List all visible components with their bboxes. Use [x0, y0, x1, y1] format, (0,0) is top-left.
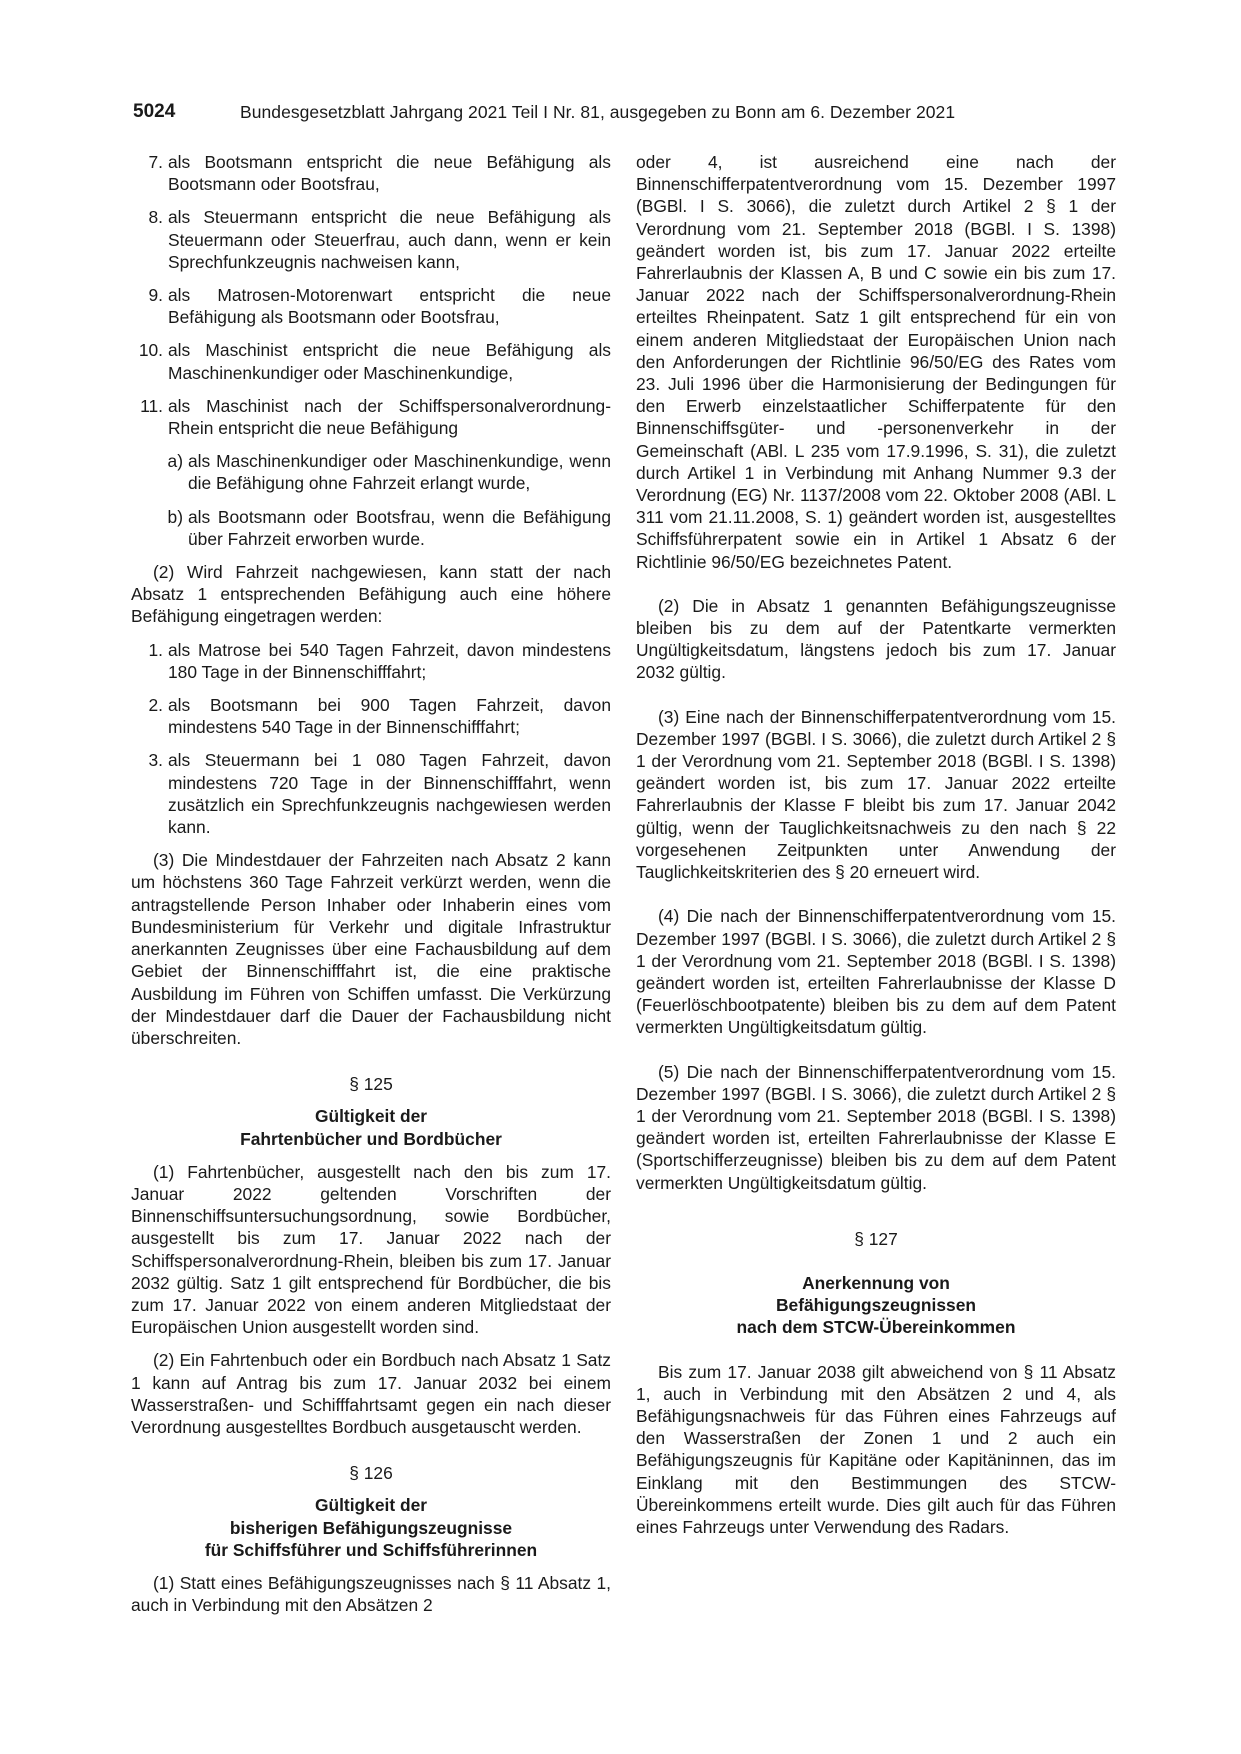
section-title-line: Befähigungszeugnissen [775, 1295, 977, 1316]
section-title-line: nach dem STCW-Übereinkommen [736, 1317, 1016, 1338]
list-item-text: als Matrose bei 540 Tagen Fahrzeit, davon mindestens 180 Tage in der Binnenschifffahrt; [168, 639, 611, 682]
page-header [133, 101, 1013, 129]
list-item-number: 3. [148, 750, 163, 771]
list-item [131, 395, 611, 439]
list-item-number: 7. [148, 152, 163, 172]
list-item-text: als Steuermann entspricht die neue Befähigung als Steuermann oder Steuerfrau, auch dann, wenn er kein Sprechfunkzeugnis nachweisen kann, [168, 207, 611, 272]
page-number: 5024 [133, 101, 176, 122]
paragraph: (1) Statt eines Befähigungszeugnisses nach § 11 Absatz 1, auch in Verbindung mit den Absätzen 2 [131, 1572, 611, 1616]
sublist-item [166, 450, 611, 494]
sublist-item-text: als Maschinenkundiger oder Maschinenkundige, wenn die Befähigung ohne Fahrzeit erlangt wurde, [188, 451, 611, 494]
paragraph: (3) Die Mindestdauer der Fahrzeiten nach Absatz 2 kann um höchstens 360 Tage Fahrzeit verkürzt werden, wenn die antragstellende Person Inhaber oder Inhaberin eines vom Bundesministerium für Verkehr und digitale Infrastruktur anerkannten Zeugnisses über eine Fachausbildung auf dem Gebiet der Binnenschifffahrt ist, die eine praktische Ausbildung im Führen von Schiffen umfasst. Die Verkürzung der Mindestdauer darf die Dauer der Fachausbildung nicht überschreiten. [131, 850, 611, 1048]
list-item [131, 749, 611, 838]
list-item [131, 339, 611, 383]
list-item [131, 151, 611, 195]
sublist-item-letter: b) [167, 506, 183, 527]
paragraph: Bis zum 17. Januar 2038 gilt abweichend von § 11 Absatz 1, auch in Verbindung mit den Absätzen 2 und 4, als Befähigungsnachweis für das Führen eines Fahrzeugs auf den Wasserstraßen der Zonen 1 und 2 auch ein Befähigungszeugnis für Kapitäne oder Kapitäninnen, das im Einklang mit den Bestimmungen des STCW-Übereinkommens erteilt wurde. Dies gilt auch für das Führen eines Fahrzeugs unter Verwendung des Radars. [636, 1361, 1116, 1537]
list-item-text: als Maschinist nach der Schiffspersonalverordnung-Rhein entspricht die neue Befähigung [168, 395, 611, 439]
section-number: § 125 [349, 1074, 393, 1095]
paragraph: (2) Wird Fahrzeit nachgewiesen, kann statt der nach Absatz 1 entsprechenden Befähigung auch eine höhere Befähigung eingetragen werden: [131, 562, 611, 627]
section-title [131, 1494, 611, 1561]
section-number: § 127 [854, 1228, 898, 1249]
list-item-number: 9. [148, 285, 163, 306]
section-title-line: Gültigkeit der [314, 1495, 428, 1516]
sublist-item [166, 506, 611, 550]
list-item [131, 206, 611, 273]
list-item-text: als Steuermann bei 1 080 Tagen Fahrzeit, davon mindestens 720 Tage in der Binnenschifffahrt, wenn zusätzlich ein Sprechfunkzeugnis nachgewiesen werden kann. [168, 750, 611, 838]
section-title-line: bisherigen Befähigungszeugnisse [229, 1517, 513, 1538]
list-item-text: als Matrosen-Motorenwart entspricht die neue Befähigung als Bootsmann oder Bootsfrau, [168, 285, 611, 328]
left-column [131, 151, 611, 1627]
list-item-text: als Bootsmann bei 900 Tagen Fahrzeit, davon mindestens 540 Tage in der Binnenschifffahrt; [168, 695, 611, 738]
list-item [131, 639, 611, 683]
list-item-number: 10. [138, 340, 163, 361]
paragraph: (1) Fahrtenbücher, ausgestellt nach den bis zum 17. Januar 2022 geltenden Vorschriften der Binnenschiffsuntersuchungsordnung, sowie Bordbücher, ausgestellt bis zum 17. Januar 2022 nach der Schiffspersonalverordnung-Rhein, bleiben bis zum 17. Januar 2032 gültig. Satz 1 gilt entsprechend für Bordbücher, die bis zum 17. Januar 2022 von einem anderen Mitgliedstaat der Europäischen Union ausgestellt worden sind. [131, 1161, 611, 1338]
sublist-item-letter: a) [167, 451, 183, 472]
list-item-text: als Bootsmann entspricht die neue Befähigung als Bootsmann oder Bootsfrau, [168, 152, 611, 195]
section-number: § 126 [349, 1463, 393, 1484]
list-item-text: als Maschinist entspricht die neue Befähigung als Maschinenkundiger oder Maschinenkundige, [168, 340, 611, 383]
list-item-number: 11. [140, 395, 163, 416]
paragraph: (2) Ein Fahrtenbuch oder ein Bordbuch nach Absatz 1 Satz 1 kann auf Antrag bis zum 17. Januar 2032 bei einem Wasserstraßen- und Schifffahrtsamt gegen ein nach dieser Verordnung ausgestelltes Bordbuch ausgetauscht werden. [131, 1350, 611, 1437]
sublist-item-text: als Bootsmann oder Bootsfrau, wenn die Befähigung über Fahrzeit erworben wurde. [188, 506, 611, 549]
paragraph: (3) Eine nach der Binnenschifferpatentverordnung vom 15. Dezember 1997 (BGBl. I S. 3066), die zuletzt durch Artikel 2 § 1 der Verordnung vom 21. September 2018 (BGBl. I S. 1398) geändert worden ist, bis zum 17. Januar 2022 erteilte Fahrerlaubnis der Klasse F bleibt bis zum 17. Januar 2042 gültig, wenn der Tauglichkeitsnachweis zu den nach § 22 vorgesehenen Zeitpunkten unter Anwendung der Tauglichkeitskriterien des § 20 erneuert wird. [636, 706, 1116, 883]
right-column [636, 151, 1116, 1560]
section-title [636, 1272, 1116, 1339]
section-title-line: Fahrtenbücher und Bordbücher [240, 1128, 502, 1149]
paragraph: (5) Die nach der Binnenschifferpatentverordnung vom 15. Dezember 1997 (BGBl. I S. 3066), die zuletzt durch Artikel 2 § 1 der Verordnung vom 21. September 2018 (BGBl. I S. 1398) geändert worden ist, erteilten Fahrerlaubnisse der Klasse E (Sportschifferzeugnisse) bleiben bis zu dem auf dem Patent vermerkten Ungültigkeitsdatum gültig. [636, 1061, 1116, 1193]
section-title-line: Gültigkeit der [314, 1106, 428, 1127]
list-item-number: 1. [148, 639, 163, 660]
list-item [131, 284, 611, 328]
section-title-line: für Schiffsführer und Schiffsführerinnen [204, 1539, 538, 1560]
paragraph: (2) Die in Absatz 1 genannten Befähigungszeugnisse bleiben bis zu dem auf der Patentkarte vermerkten Ungültigkeitsdatum, längstens jedoch bis zum 17. Januar 2032 gültig. [636, 595, 1116, 683]
paragraph: (4) Die nach der Binnenschifferpatentverordnung vom 15. Dezember 1997 (BGBl. I S. 3066), die zuletzt durch Artikel 2 § 1 der Verordnung vom 21. September 2018 (BGBl. I S. 1398) geändert worden ist, erteilten Fahrerlaubnisse der Klasse D (Feuerlöschbootpatente) bleiben bis zu dem auf dem Patent vermerkten Ungültigkeitsdatum gültig. [636, 906, 1116, 1038]
list-item-number: 8. [148, 207, 163, 228]
list-item [131, 694, 611, 738]
paragraph: oder 4, ist ausreichend eine nach der Binnenschifferpatentverordnung vom 15. Dezember 1997 (BGBl. I S. 3066), die zuletzt durch Artikel 2 § 1 der Verordnung vom 21. September 2018 (BGBl. I S. 1398) geändert worden ist, bis zum 17. Januar 2022 erteilte Fahrerlaubnis der Klassen A, B und C sowie ein bis zum 17. Januar 2022 nach der Schiffspersonalverordnung-Rhein erteiltes Rheinpatent. Satz 1 gilt entsprechend für ein von einem anderen Mitgliedstaat der Europäischen Union nach den Anforderungen der Richtlinie 96/50/EG des Rates vom 23. Juli 1996 über die Harmonisierung der Bedingungen für den Erwerb einzelstaatlicher Schifferpatente für den Binnenschiffsgüter- und -personenverkehr in der Gemeinschaft (ABl. L 235 vom 17.9.1996, S. 31), die zuletzt durch Artikel 1 in Verbindung mit Anhang Nummer 9.3 der Verordnung (EG) Nr. 1137/2008 vom 22. Oktober 2008 (ABl. L 311 vom 21.11.2008, S. 1) geändert worden ist, ausgestelltes Schiffsführerpatent sowie ein in Artikel 1 Absatz 6 der Richtlinie 96/50/EG bezeichnetes Patent. [636, 152, 1116, 572]
list-item-number: 2. [148, 695, 163, 716]
section-title-line: Anerkennung von [802, 1272, 950, 1293]
section-title [131, 1105, 611, 1149]
running-title: Bundesgesetzblatt Jahrgang 2021 Teil I Nr. 81, ausgegeben zu Bonn am 6. Dezember 2021 [240, 102, 956, 122]
